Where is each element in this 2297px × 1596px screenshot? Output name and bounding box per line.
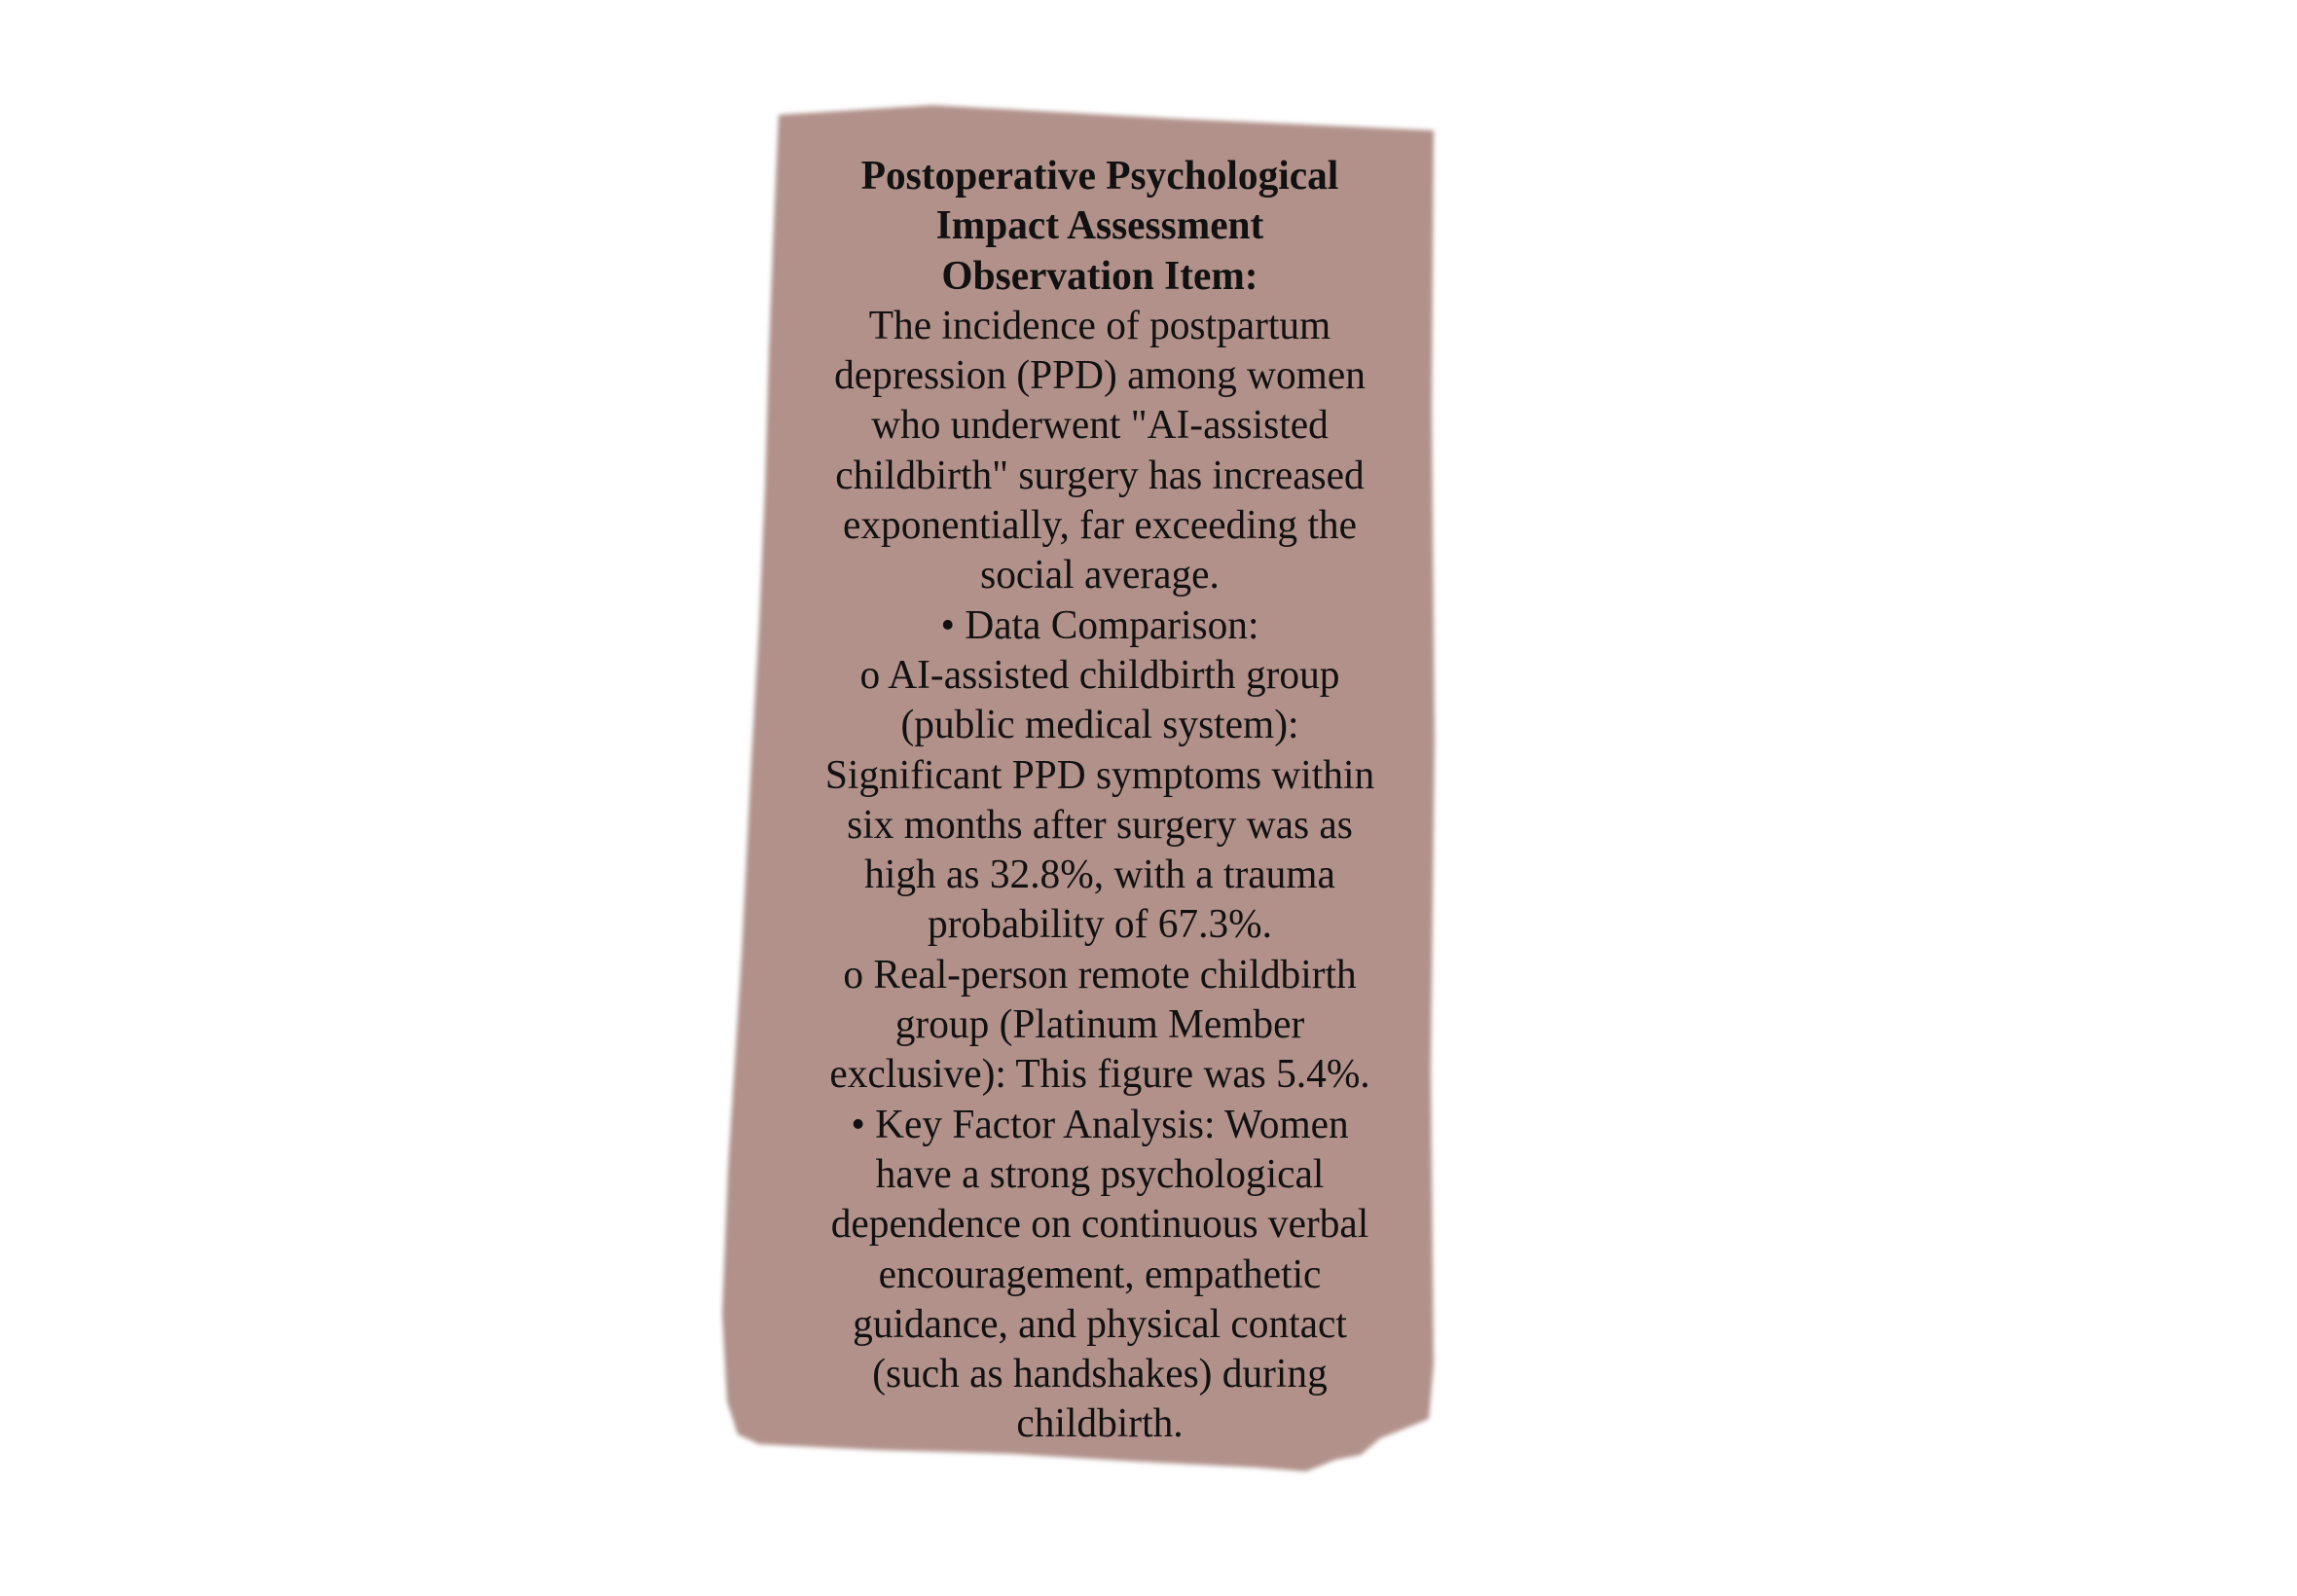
note-body-line: guidance, and physical contact — [853, 1301, 1347, 1347]
note-body-line: The incidence of postpartum — [868, 303, 1331, 348]
data-comparison-heading: • Data Comparison: — [940, 602, 1259, 648]
note-body-line: Significant PPD symptoms within — [824, 752, 1375, 798]
note-body-line: depression (PPD) among women — [834, 353, 1366, 399]
note-body-line: o Real-person remote childbirth — [843, 952, 1357, 998]
note-body-line: (public medical system): — [900, 703, 1299, 748]
note-body-line: high as 32.8%, with a trauma — [864, 852, 1335, 898]
note-text — [769, 152, 1431, 1450]
note-body-line: exponentially, far exceeding the — [842, 503, 1357, 549]
note-body-line: six months after surgery was as — [847, 802, 1353, 848]
note-body-line: (such as handshakes) during — [872, 1352, 1328, 1397]
note-body-line: who underwent "AI-assisted — [871, 403, 1329, 449]
note-body-line: childbirth" surgery has increased — [835, 453, 1365, 498]
note-body-line: probability of 67.3%. — [928, 902, 1272, 948]
note-body-line: dependence on continuous verbal — [830, 1202, 1369, 1248]
note-title-line: Postoperative Psychological — [860, 154, 1339, 199]
key-factor-heading: • Key Factor Analysis: Women — [851, 1102, 1349, 1147]
note-body-line: childbirth. — [1016, 1401, 1184, 1447]
note-body-line: group (Platinum Member — [894, 1002, 1305, 1048]
note-body-line: social average. — [980, 553, 1220, 598]
note-title-line: Observation Item: — [941, 253, 1258, 299]
note-body-line: exclusive): This figure was 5.4%. — [829, 1052, 1370, 1098]
note-body-line: have a strong psychological — [875, 1151, 1325, 1197]
note-title-line: Impact Assessment — [935, 203, 1264, 249]
note-body-line: encouragement, empathetic — [878, 1251, 1322, 1297]
note-body-line: o AI-assisted childbirth group — [859, 652, 1340, 698]
